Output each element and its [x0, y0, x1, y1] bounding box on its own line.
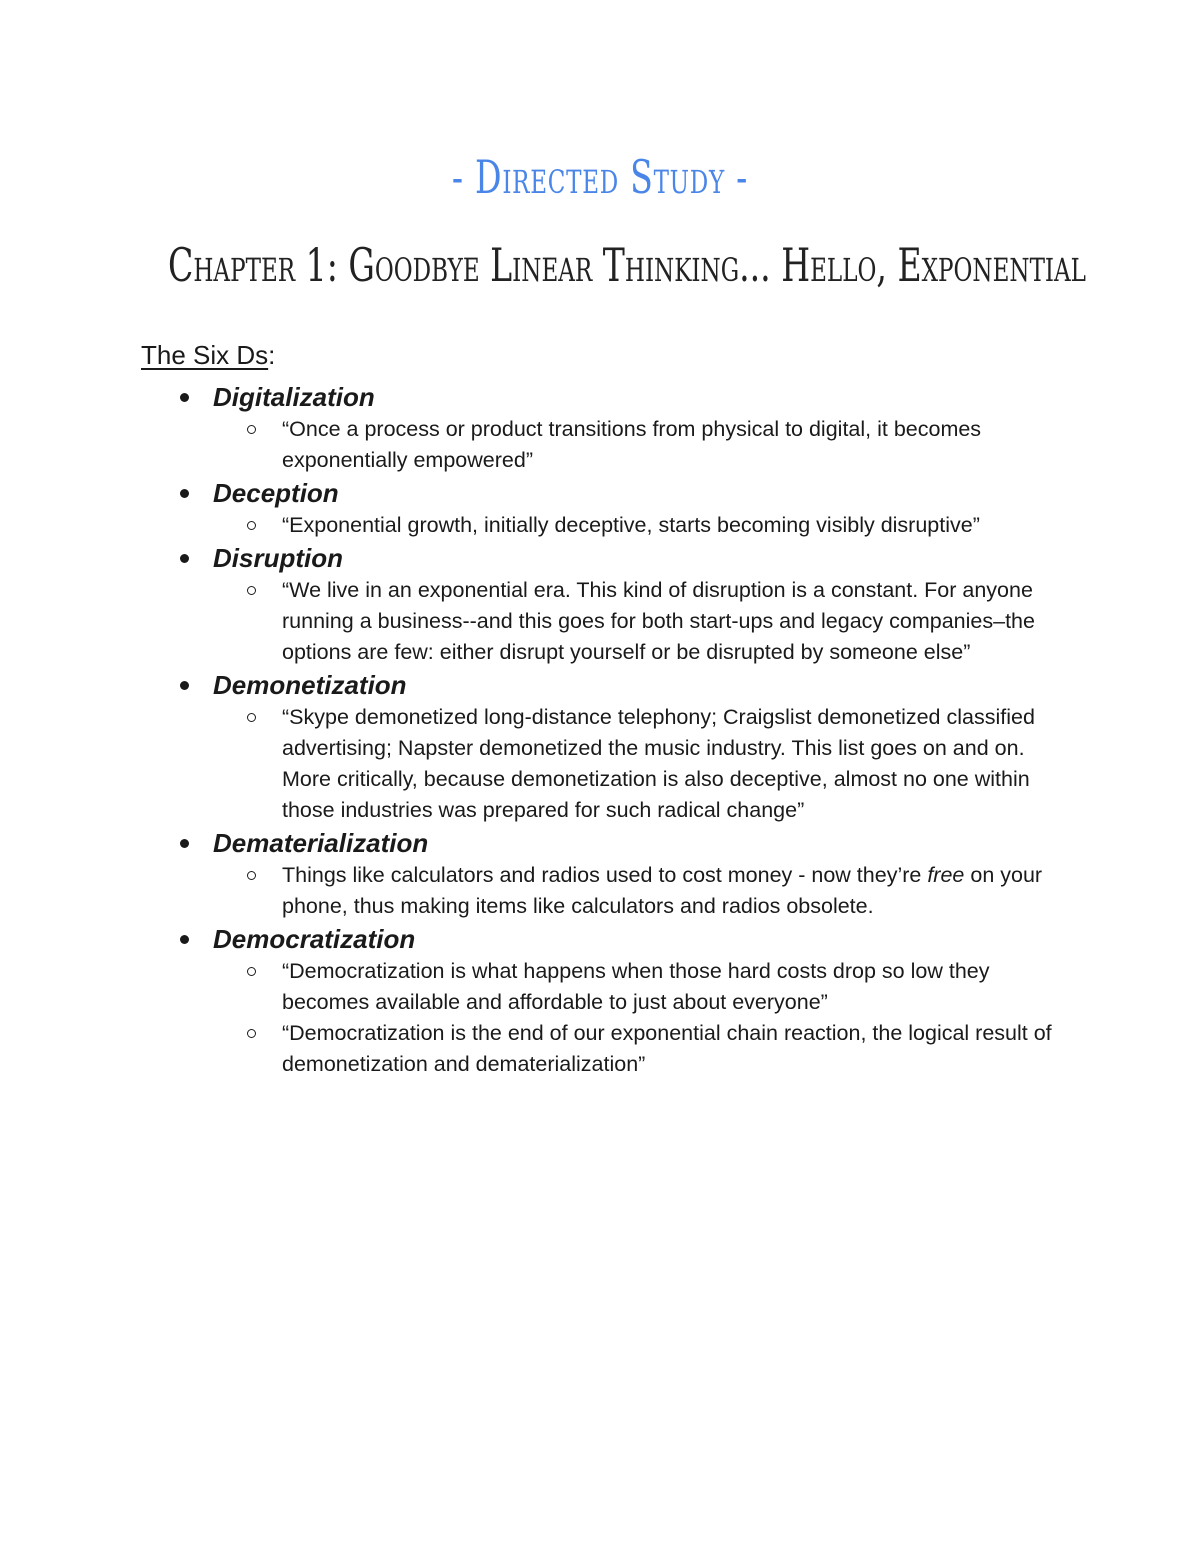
list-item-term [141, 380, 1071, 414]
sub-list-item [141, 575, 1071, 668]
term-label: Disruption [213, 543, 343, 573]
filled-bullet-icon [180, 489, 189, 498]
sub-list-item [141, 510, 1071, 541]
hollow-bullet-icon [247, 871, 256, 880]
list-item [141, 826, 1071, 922]
note-text [282, 863, 1042, 918]
sub-list-item [141, 860, 1071, 922]
hollow-bullet-icon [247, 713, 256, 722]
hollow-bullet-icon [247, 1029, 256, 1038]
section-heading-text: The Six Ds [141, 340, 269, 370]
filled-bullet-icon [180, 681, 189, 690]
sub-list-item [141, 702, 1071, 826]
hollow-bullet-icon [247, 586, 256, 595]
list-item-term [141, 668, 1071, 702]
chapter-title: Chapter 1: Goodbye Linear Thinking... Hello, Exponential [167, 238, 1086, 292]
term-label: Demonetization [213, 670, 407, 700]
note-text: “Exponential growth, initially deceptive, starts becoming visibly disruptive” [282, 513, 980, 537]
sub-list-item [141, 956, 1071, 1018]
note-text: “We live in an exponential era. This kind of disruption is a constant. For anyone running a business--and this goes for both start-ups and legacy companies–the options are few: either disrupt yourself or be disrupted by someone else” [282, 578, 1035, 664]
section-heading-colon: : [268, 340, 276, 370]
filled-bullet-icon [180, 554, 189, 563]
section-heading [141, 340, 275, 371]
hollow-bullet-icon [247, 967, 256, 976]
list-item [141, 922, 1071, 1080]
hollow-bullet-icon [247, 521, 256, 530]
list-item [141, 668, 1071, 826]
list-item-term [141, 922, 1071, 956]
sub-list-item [141, 414, 1071, 476]
note-text-after: on your phone, thus making items like calculators and radios obsolete. [282, 863, 1043, 918]
filled-bullet-icon [180, 839, 189, 848]
note-text: “Once a process or product transitions from physical to digital, it becomes exponentially empowered” [282, 417, 982, 472]
list-item-term [141, 826, 1071, 860]
term-label: Democratization [213, 924, 416, 954]
list-item [141, 476, 1071, 541]
list-item [141, 380, 1071, 476]
document-title: - Directed Study - [451, 150, 749, 204]
list-item [141, 541, 1071, 668]
note-text: “Democratization is the end of our exponential chain reaction, the logical result of demonetization and dematerialization” [282, 1021, 1052, 1076]
six-ds-list [141, 380, 1071, 1080]
term-label: Digitalization [213, 382, 375, 412]
term-label: Deception [213, 478, 339, 508]
note-text-before: Things like calculators and radios used to cost money - now they’re [282, 863, 928, 887]
sub-list-item [141, 1018, 1071, 1080]
term-label: Dematerialization [213, 828, 429, 858]
list-item-term [141, 541, 1071, 575]
note-text: “Democratization is what happens when those hard costs drop so low they becomes available and affordable to just about everyone” [282, 959, 990, 1014]
hollow-bullet-icon [247, 425, 256, 434]
filled-bullet-icon [180, 393, 189, 402]
note-text-emphasis: free [927, 863, 965, 887]
filled-bullet-icon [180, 935, 189, 944]
note-text: “Skype demonetized long-distance telephony; Craigslist demonetized classified advertising; Napster demonetized the music industry. This list goes on and on. More critically, because demonetization is also deceptive, almost no one within those industries was prepared for such radical change” [282, 705, 1035, 822]
list-item-term [141, 476, 1071, 510]
